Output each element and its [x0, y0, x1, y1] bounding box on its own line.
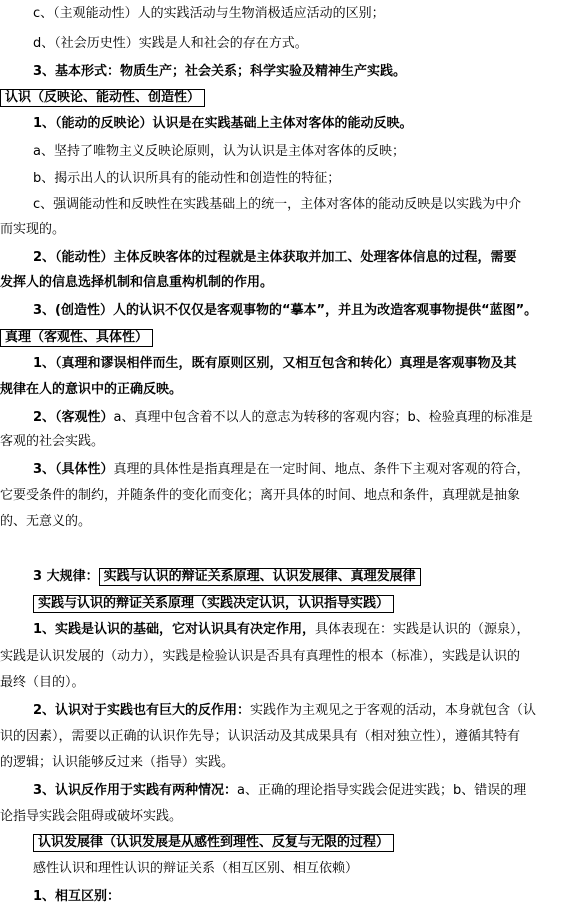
text-line: 实践是认识发展的（动力），实践是检验认识是否具有真理性的根本（标准），实践是认识的	[0, 649, 521, 664]
text-line: d、（社会历史性）实践是人和社会的存在方式。	[33, 36, 308, 51]
inline-text: 具体表现在：实践是认识的（源泉），	[315, 622, 530, 637]
inline-text: a、正确的理论指导实践会促进实践；b、错误的理	[237, 783, 527, 798]
text-line	[33, 622, 564, 638]
text-line: 1、相互区别：	[33, 889, 121, 904]
text-line: 3、(创造性）人的认识不仅仅是客观事物的“摹本”，并且为改造客观事物提供“蓝图”。	[33, 303, 538, 318]
text-line: 1、（真理和谬误相伴而生，既有原则区别，又相互包含和转化）真理是客观事物及其	[33, 356, 517, 371]
text-line: 客观的社会实践。	[0, 434, 105, 449]
boxed-heading-cognition: 认识（反映论、能动性、创造性）	[0, 89, 205, 107]
text-line: a、坚持了唯物主义反映论原则，认为认识是主体对客体的反映；	[33, 144, 405, 159]
text-line: 它要受条件的制约，并随条件的变化而变化；离开具体的时间、地点和条件，真理就是抽象	[0, 488, 521, 503]
section-heading	[0, 89, 564, 107]
inline-text: 实践作为主观见之于客观的活动，本身就包含（认	[250, 703, 537, 718]
boxed-heading-practice-cognition: 实践与认识的辩证关系原理（实践决定认识，认识指导实践）	[33, 595, 394, 613]
text-line: 感性认识和理性认识的辩证关系（相互区别、相互依赖）	[33, 861, 359, 876]
text-line: 而实现的。	[0, 222, 66, 237]
text-line: 的、无意义的。	[0, 514, 92, 529]
inline-bold-lead: 3、认识反作用于实践有两种情况：	[33, 783, 238, 798]
inline-bold-lead: 2、（客观性）	[33, 410, 114, 425]
text-line: 最终（目的）。	[0, 675, 85, 690]
text-line: 1、（能动的反映论）认识是在实践基础上主体对客体的能动反映。	[33, 116, 413, 131]
text-line	[33, 568, 564, 586]
boxed-heading-cognition-development: 认识发展律（认识发展是从感性到理性、反复与无限的过程）	[33, 834, 394, 852]
section-heading	[33, 834, 564, 852]
text-line: 识的因素），需要以正确的认识作先导；认识活动及其成果具有（相对独立性），遵循其特有	[0, 729, 521, 744]
text-line	[33, 410, 564, 426]
boxed-heading-truth: 真理（客观性、具体性）	[0, 329, 153, 347]
section-heading	[0, 329, 564, 347]
inline-bold-lead: 3、（具体性）	[33, 462, 114, 477]
text-line: 论指导实践会阻碍或破坏实践。	[0, 809, 183, 824]
section-heading	[33, 595, 564, 613]
text-line: 3、基本形式：物质生产；社会关系；科学实验及精神生产实践。	[33, 64, 407, 79]
text-line: 2、（能动性）主体反映客体的过程就是主体获取并加工、处理客体信息的过程，需要	[33, 250, 517, 265]
inline-text: a、真理中包含着不以人的意志为转移的客观内容；b、检验真理的标准是	[113, 410, 533, 425]
boxed-heading-three-laws: 实践与认识的辩证关系原理、认识发展律、真理发展律	[99, 568, 421, 586]
text-line: 规律在人的意识中的正确反映。	[0, 382, 183, 397]
inline-bold-lead: 1、实践是认识的基础，它对认识具有决定作用，	[33, 622, 316, 637]
inline-text: 真理的具体性是指真理是在一定时间、地点、条件下主观对客观的符合，	[113, 462, 530, 477]
text-line: 发挥人的信息选择机制和信息重构机制的作用。	[0, 275, 274, 290]
text-line: b、揭示出人的认识所具有的能动性和创造性的特征；	[33, 171, 341, 186]
text-line	[33, 703, 564, 719]
text-line: c、（主观能动性）人的实践活动与生物消极适应活动的区别；	[33, 6, 385, 21]
text-line	[33, 783, 564, 799]
inline-bold-lead: 2、认识对于实践也有巨大的反作用：	[33, 703, 251, 718]
text-line: c、强调能动性和反映性在实践基础上的统一，主体对客体的能动反映是以实践为中介	[33, 197, 522, 212]
text-line	[33, 462, 564, 478]
inline-bold-lead: 3 大规律：	[33, 569, 99, 584]
text-line: 的逻辑；认识能够反过来（指导）实践。	[0, 755, 235, 770]
